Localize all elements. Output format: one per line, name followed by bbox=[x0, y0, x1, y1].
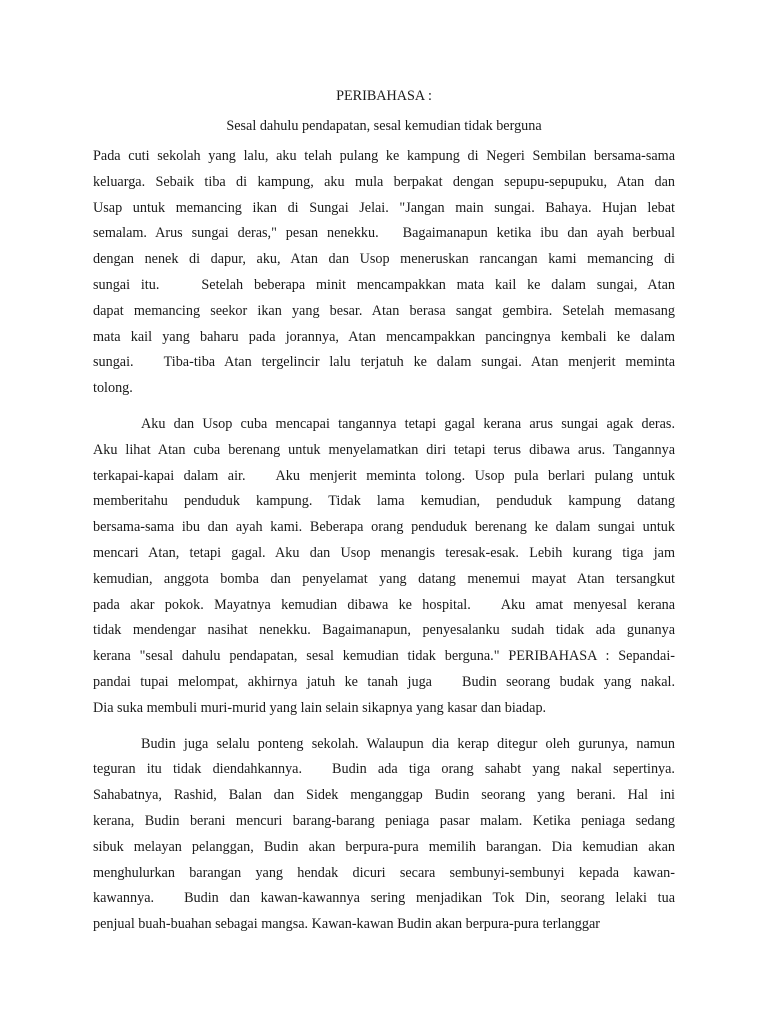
text-line: mata kail yang baharu pada jorannya, Atan mencampakkan pancingnya kembali ke dalam bbox=[93, 328, 675, 345]
document-subtitle: Sesal dahulu pendapatan, sesal kemudian tidak berguna bbox=[226, 118, 542, 134]
text-line: tidak mendengar nasihat nenekku. Bagaimanapun, penyesalanku sudah tidak ada gunanya bbox=[93, 622, 675, 639]
text-line: bersama-sama ibu dan ayah kami. Beberapa orang penduduk berenang ke dalam sungai untuk bbox=[93, 519, 675, 536]
paragraph-1 bbox=[93, 144, 675, 402]
text-line: kerana, Budin berani mencuri barang-barang peniaga pasar malam. Ketika peniaga sedang bbox=[93, 812, 675, 829]
text-line: Aku lihat Atan cuba berenang untuk menyelamatkan diri tetapi terus dibawa arus. Tangannya bbox=[93, 441, 675, 458]
text-line: memberitahu penduduk kampung. Tidak lama kemudian, penduduk kampung datang bbox=[93, 493, 675, 510]
text-line: menghulurkan barangan yang hendak dicuri secara sembunyi-sembunyi kepada kawan- bbox=[93, 864, 675, 881]
text-line: tolong. bbox=[93, 380, 133, 397]
text-line: mencari Atan, tetapi gagal. Aku dan Usop menangis teresak-esak. Lebih kurang tiga jam bbox=[93, 544, 675, 561]
text-line: Pada cuti sekolah yang lalu, aku telah pulang ke kampung di Negeri Sembilan bersama-sama bbox=[93, 148, 675, 164]
text-line: dengan nenek di dapur, aku, Atan dan Usop meneruskan rancangan kami memancing di bbox=[93, 251, 675, 268]
text-line: dapat memancing seekor ikan yang besar. Atan berasa sangat gembira. Setelah memasang bbox=[93, 302, 675, 319]
text-line: kemudian, anggota bomba dan penyelamat yang datang menemui mayat Atan tersangkut bbox=[93, 570, 675, 587]
text-line: kawannya. Budin dan kawan-kawannya sering menjadikan Tok Din, seorang lelaki tua bbox=[93, 890, 675, 907]
text-line: semalam. Arus sungai deras," pesan nenekku. Bagaimanapun ketika ibu dan ayah berbual bbox=[93, 225, 676, 242]
text-line: Usap untuk memancing ikan di Sungai Jelai. "Jangan main sungai. Bahaya. Hujan lebat bbox=[93, 199, 675, 216]
text-line: sibuk melayan pelanggan, Budin akan berpura-pura memilih barangan. Dia kemudian akan bbox=[93, 838, 675, 855]
document-page bbox=[93, 86, 675, 938]
text-line: Budin juga selalu ponteng sekolah. Walaupun dia kerap ditegur oleh gurunya, namun bbox=[141, 735, 675, 752]
text-line: pandai tupai melompat, akhirnya jatuh ke tanah juga Budin seorang budak yang nakal. bbox=[93, 673, 676, 690]
text-line: kerana "sesal dahulu pendapatan, sesal kemudian tidak berguna." PERIBAHASA : Sepandai- bbox=[93, 648, 675, 665]
paragraph-2 bbox=[93, 412, 675, 722]
text-line: sungai itu. Setelah beberapa minit mencampakkan mata kail ke dalam sungai, Atan bbox=[93, 276, 675, 293]
text-line: teguran itu tidak diendahkannya. Budin ada tiga orang sahabt yang nakal sepertinya. bbox=[93, 761, 675, 778]
document-title: PERIBAHASA : bbox=[336, 88, 432, 104]
text-line: sungai. Tiba-tiba Atan tergelincir lalu terjatuh ke dalam sungai. Atan menjerit meminta bbox=[93, 354, 675, 371]
text-line: keluarga. Sebaik tiba di kampung, aku mula berpakat dengan sepupu-sepupuku, Atan dan bbox=[93, 173, 675, 190]
text-line: penjual buah-buahan sebagai mangsa. Kawan-kawan Budin akan berpura-pura terlanggar bbox=[93, 916, 600, 933]
text-line: terkapai-kapai dalam air. Aku menjerit meminta tolong. Usop pula berlari pulang untuk bbox=[93, 467, 675, 484]
text-line: Aku dan Usop cuba mencapai tangannya tetapi gagal kerana arus sungai agak deras. bbox=[141, 415, 675, 432]
paragraph-3 bbox=[93, 732, 675, 938]
text-line: pada akar pokok. Mayatnya kemudian dibawa ke hospital. Aku amat menyesal kerana bbox=[93, 596, 676, 613]
text-line: Sahabatnya, Rashid, Balan dan Sidek menganggap Budin seorang yang berani. Hal ini bbox=[93, 787, 675, 804]
text-line: Dia suka membuli muri-murid yang lain selain sikapnya yang kasar dan biadap. bbox=[93, 699, 547, 716]
